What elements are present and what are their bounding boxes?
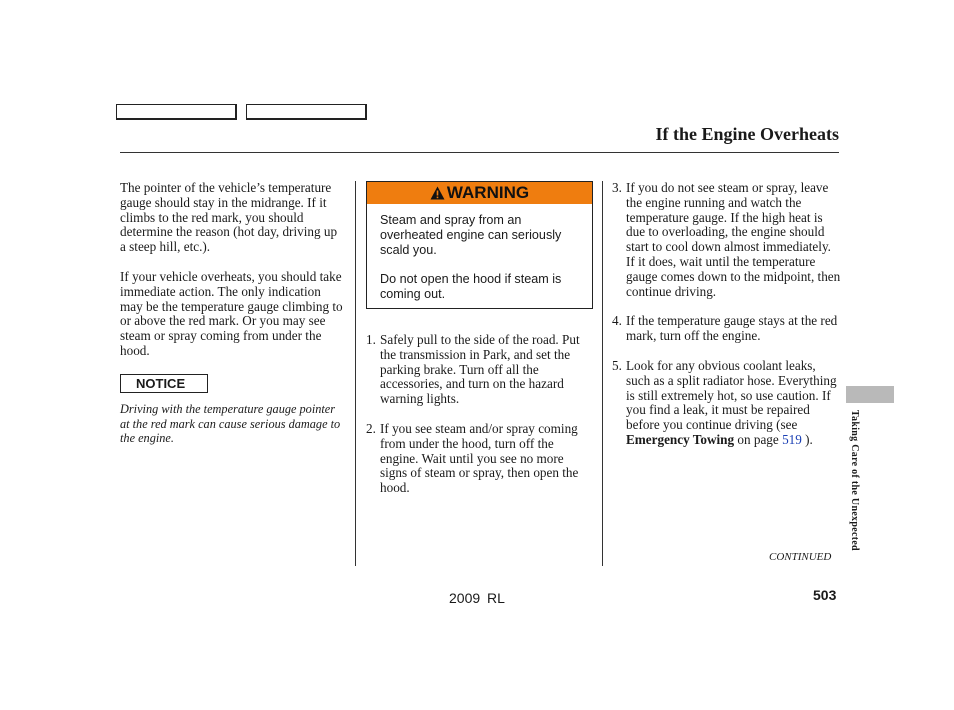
column-divider-2 xyxy=(602,181,603,566)
warning-box xyxy=(366,181,593,309)
emergency-towing-reference: Emergency Towing xyxy=(626,431,735,447)
column-divider-1 xyxy=(355,181,356,566)
step5-text-before: Look for any obvious coolant leaks, such as a split radiator hose. Everything is still extremely hot, so use caution. If you find a leak, it must be repaired before you continue driving (see xyxy=(626,357,837,433)
steps-list-b xyxy=(612,181,842,448)
intro-paragraph-1: The pointer of the vehicle’s temperature gauge should stay in the midrange. If it climbs to the red mark, you should determine the reason (hot day, driving up a steep hill, etc.). xyxy=(120,180,338,255)
step-item-4 xyxy=(612,314,842,344)
warning-triangle-icon xyxy=(430,186,445,200)
step-number: 4. xyxy=(612,313,622,329)
page-link-519[interactable]: 519 xyxy=(782,431,802,447)
warning-header xyxy=(367,182,592,204)
column-steps-1 xyxy=(366,181,592,511)
column-intro xyxy=(120,181,346,446)
step-text: Safely pull to the side of the road. Put the transmission in Park, and set the parking brake. Turn off all the accessories, and turn on the hazard warning lights. xyxy=(380,331,580,407)
step-text: If you do not see steam or spray, leave the engine running and watch the temperature gauge. If the high heat is due to overloading, the engine should start to cool down almost immediately. If it does, wait until the temperature gauge comes down to the midpoint, then continue driving. xyxy=(626,180,841,299)
nav-button-next[interactable] xyxy=(246,104,367,120)
step-text: If the temperature gauge stays at the red mark, turn off the engine. xyxy=(626,313,838,344)
steps-list-a xyxy=(366,333,592,496)
step-number: 5. xyxy=(612,357,622,373)
warning-label: WARNING xyxy=(446,183,530,202)
intro-paragraph-2: If your vehicle overheats, you should take immediate action. The only indication may be the temperature gauge climbing to or above the red mark. Or you may see steam or spray coming from under the hood. xyxy=(120,268,343,358)
step-item-3 xyxy=(612,181,842,299)
step-item-2 xyxy=(366,422,592,496)
notice-text: Driving with the temperature gauge pointer at the red mark can cause serious damage to the engine. xyxy=(120,401,341,446)
section-tab[interactable] xyxy=(846,386,894,403)
step-item-1 xyxy=(366,333,592,407)
step-text xyxy=(626,359,842,448)
page-number: 503 xyxy=(813,587,837,603)
nav-button-previous[interactable] xyxy=(116,104,237,120)
continued-label: CONTINUED xyxy=(769,551,832,563)
warning-body xyxy=(367,204,592,308)
title-divider xyxy=(120,152,839,153)
warning-line-1: Steam and spray from an overheated engine can seriously scald you. xyxy=(380,213,562,257)
step-number: 1. xyxy=(366,331,376,347)
page-title: If the Engine Overheats xyxy=(655,124,839,144)
step5-text-after: ). xyxy=(801,431,813,447)
step5-text-mid: on page xyxy=(734,431,783,447)
step-number: 3. xyxy=(612,180,622,195)
step-text: If you see steam and/or spray coming from under the hood, turn off the engine. Wait until you see no more signs of steam or spray, then open the hood. xyxy=(380,420,579,496)
section-label: Taking Care of the Unexpected xyxy=(849,410,860,551)
notice-label: NOTICE xyxy=(120,374,208,393)
footer-model: 2009 RL xyxy=(449,590,505,606)
column-steps-2 xyxy=(612,181,842,463)
step-item-5 xyxy=(612,359,842,448)
warning-line-2: Do not open the hood if steam is coming out. xyxy=(380,272,562,302)
step-number: 2. xyxy=(366,420,376,436)
